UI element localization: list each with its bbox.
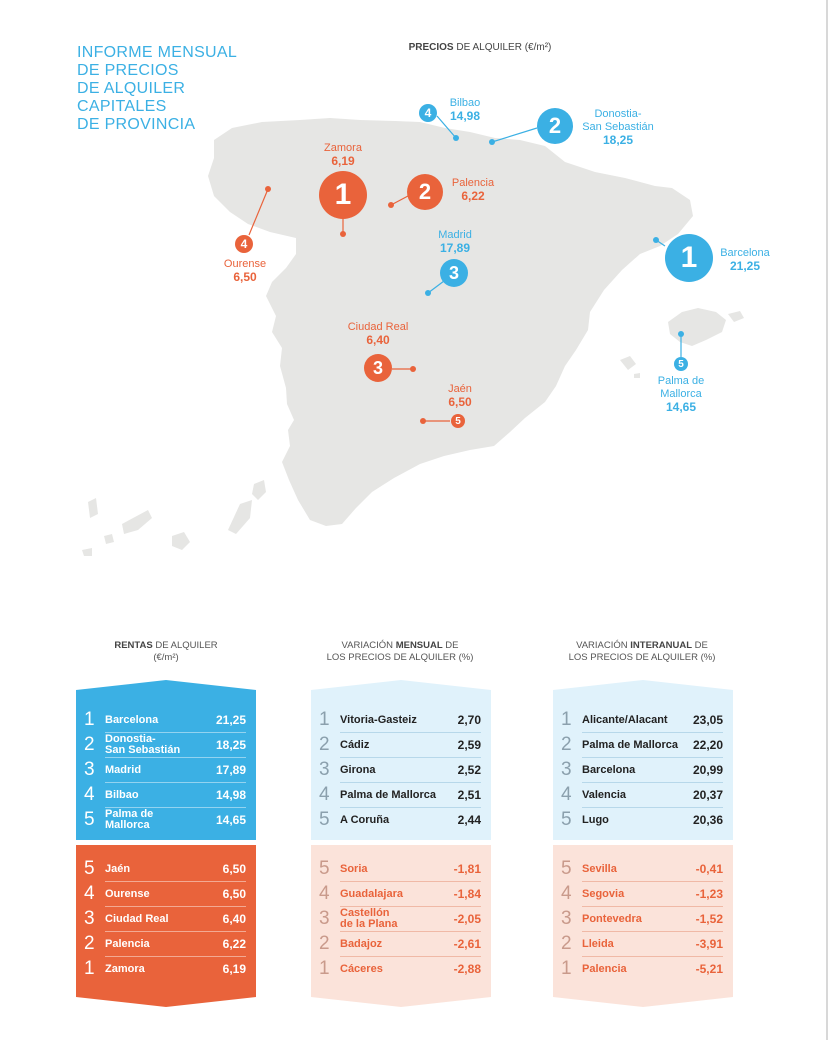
list-item: 2 Palencia 6,22 (84, 933, 246, 954)
map-label-bilbao: Bilbao 14,98 (449, 97, 481, 123)
list-item: 3 Ciudad Real 6,40 (84, 908, 246, 929)
list-item: 3 Castellón de la Plana -2,05 (319, 907, 481, 930)
list-item: 1 Palencia -5,21 (561, 958, 723, 979)
map-badge-zamora: 1 (319, 171, 367, 219)
list-item: 1 Barcelona 21,25 (84, 709, 246, 730)
list-item: 1 Zamora 6,19 (84, 958, 246, 979)
map-label-zamora: Zamora 6,19 (324, 142, 362, 168)
map-badge-barcelona: 1 (665, 234, 713, 282)
map-label-donostia: Donostia- San Sebastián 18,25 (582, 108, 654, 147)
yearly-variation-heading: VARIACIÓN INTERANUAL DE LOS PRECIOS DE ALQUILER (%) (568, 640, 716, 663)
list-item: 4 Palma de Mallorca 2,51 (319, 784, 481, 805)
list-item: 2 Cádiz 2,59 (319, 734, 481, 755)
list-item: 3 Pontevedra -1,52 (561, 908, 723, 929)
list-item: 5 Palma de Mallorca 14,65 (84, 808, 246, 831)
list-item: 5 Jaén 6,50 (84, 858, 246, 879)
map-label-ciudadreal: Ciudad Real 6,40 (347, 321, 409, 347)
list-item: 5 Sevilla -0,41 (561, 858, 723, 879)
list-item: 3 Barcelona 20,99 (561, 759, 723, 780)
map-badge-palma: 5 (674, 357, 688, 371)
map-label-barcelona: Barcelona 21,25 (720, 247, 770, 273)
list-item: 1 Cáceres -2,88 (319, 958, 481, 979)
map-badge-jaen: 5 (451, 414, 465, 428)
list-item: 4 Valencia 20,37 (561, 784, 723, 805)
list-item: 3 Girona 2,52 (319, 759, 481, 780)
rents-heading: RENTAS DE ALQUILER (€/m²) (114, 640, 218, 663)
monthly-variation-heading: VARIACIÓN MENSUAL DE LOS PRECIOS DE ALQUILER (%) (326, 640, 474, 663)
list-item: 2 Donostia- San Sebastián 18,25 (84, 733, 246, 756)
list-item: 2 Badajoz -2,61 (319, 933, 481, 954)
list-item: 1 Vitoria-Gasteiz 2,70 (319, 709, 481, 730)
report-title: INFORME MENSUAL DE PRECIOS DE ALQUILER CAPITALES DE PROVINCIA (77, 44, 238, 133)
list-item: 5 Lugo 20,36 (561, 809, 723, 830)
list-item: 1 Alicante/Alacant 23,05 (561, 709, 723, 730)
list-item: 2 Palma de Mallorca 22,20 (561, 734, 723, 755)
list-item: 3 Madrid 17,89 (84, 759, 246, 780)
map-label-palencia: Palencia 6,22 (451, 177, 495, 203)
list-item: 5 Soria -1,81 (319, 858, 481, 879)
list-item: 4 Guadalajara -1,84 (319, 883, 481, 904)
list-item: 4 Ourense 6,50 (84, 883, 246, 904)
map-badge-palencia: 2 (407, 174, 443, 210)
list-item: 5 A Coruña 2,44 (319, 809, 481, 830)
map-badge-ourense: 4 (235, 235, 253, 253)
list-item: 4 Bilbao 14,98 (84, 784, 246, 805)
list-item: 4 Segovia -1,23 (561, 883, 723, 904)
map-label-jaen: Jaén 6,50 (448, 383, 472, 409)
map-label-palma: Palma de Mallorca 14,65 (657, 375, 705, 414)
map-badge-madrid: 3 (440, 259, 468, 287)
map-badge-bilbao: 4 (419, 104, 437, 122)
map-label-madrid: Madrid 17,89 (438, 229, 472, 255)
map-badge-donostia: 2 (537, 108, 573, 144)
list-item: 2 Lleida -3,91 (561, 933, 723, 954)
map-badge-ciudadreal: 3 (364, 354, 392, 382)
map-caption: PRECIOS DE ALQUILER (€/m²) (408, 42, 552, 53)
map-label-ourense: Ourense 6,50 (223, 258, 267, 284)
